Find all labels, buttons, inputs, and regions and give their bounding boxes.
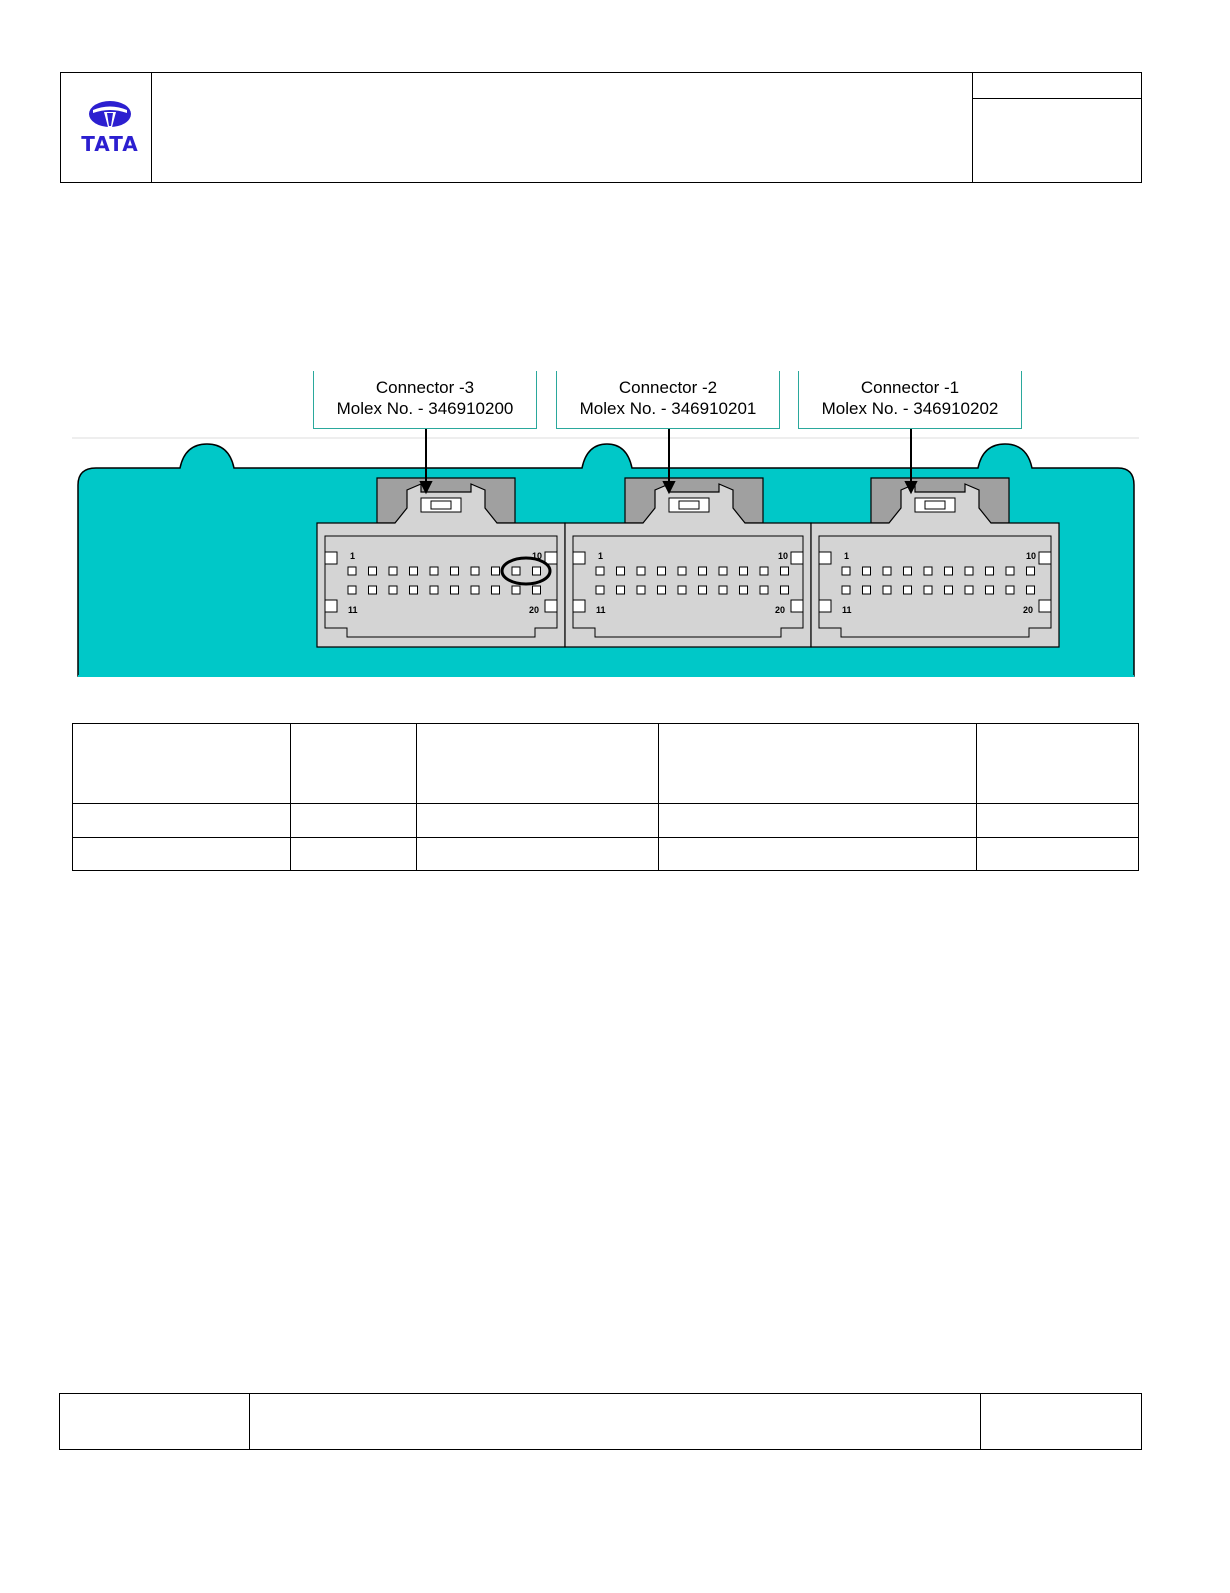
side-key — [791, 552, 803, 564]
table-header-row — [73, 724, 1139, 804]
side-key — [325, 552, 337, 564]
side-key — [791, 600, 803, 612]
pin-socket — [369, 586, 377, 594]
callout-part-number: Molex No. - 346910201 — [579, 399, 757, 418]
pin-socket — [740, 586, 748, 594]
callout-title: Connector -2 — [618, 378, 718, 397]
pin-label-start-row-1: 1 — [598, 551, 604, 561]
pin-socket — [1027, 567, 1035, 575]
pin-socket — [658, 567, 666, 575]
pin-label-start-row-2: 11 — [596, 605, 606, 615]
pin-socket — [678, 586, 686, 594]
latch-slot — [431, 501, 451, 509]
latch-slot — [679, 501, 699, 509]
table-cell — [977, 724, 1139, 804]
pin-socket — [719, 586, 727, 594]
pin-socket — [637, 567, 645, 575]
pin-socket — [410, 567, 418, 575]
table-cell — [290, 838, 416, 871]
pin-label-start-row-1: 1 — [844, 551, 850, 561]
pin-socket — [451, 586, 459, 594]
side-key — [545, 552, 557, 564]
table-cell — [290, 724, 416, 804]
pin-socket — [410, 586, 418, 594]
pin-socket — [760, 586, 768, 594]
pin-socket — [945, 567, 953, 575]
table-row — [73, 804, 1139, 838]
side-key — [573, 552, 585, 564]
pin-socket — [348, 586, 356, 594]
pin-socket — [863, 567, 871, 575]
pin-socket — [986, 586, 994, 594]
side-key — [819, 600, 831, 612]
connector-diagram — [0, 0, 1230, 700]
pin-label-start-row-2: 11 — [348, 605, 358, 615]
side-key — [325, 600, 337, 612]
pin-socket — [842, 586, 850, 594]
pin-label-end-row-2: 20 — [775, 605, 786, 615]
pin-socket — [430, 567, 438, 575]
table-cell — [659, 804, 977, 838]
pin-socket — [1027, 586, 1035, 594]
table-cell — [977, 838, 1139, 871]
pin-label-start-row-2: 11 — [842, 605, 852, 615]
pin-socket — [533, 567, 541, 575]
table-cell — [416, 838, 659, 871]
pin-socket — [781, 567, 789, 575]
pin-socket — [348, 567, 356, 575]
pin-socket — [389, 567, 397, 575]
pin-socket — [658, 586, 666, 594]
table-row — [73, 838, 1139, 871]
pin-label-start-row-1: 1 — [350, 551, 356, 561]
pin-socket — [471, 586, 479, 594]
pin-socket — [699, 586, 707, 594]
pin-socket — [430, 586, 438, 594]
pin-socket — [617, 567, 625, 575]
pin-socket — [617, 586, 625, 594]
pin-socket — [596, 586, 604, 594]
pin-socket — [863, 586, 871, 594]
table-cell — [73, 838, 291, 871]
pin-socket — [719, 567, 727, 575]
pin-socket — [596, 567, 604, 575]
tata-wordmark: TATA — [81, 132, 139, 156]
pin-socket — [781, 586, 789, 594]
pin-socket — [492, 586, 500, 594]
pin-socket — [699, 567, 707, 575]
latch-slot — [925, 501, 945, 509]
pin-socket — [924, 586, 932, 594]
pin-socket — [945, 586, 953, 594]
pin-label-end-row-1: 10 — [778, 551, 789, 561]
pin-socket — [904, 586, 912, 594]
table-cell — [416, 724, 659, 804]
pin-socket — [1006, 567, 1014, 575]
pin-label-end-row-1: 10 — [532, 551, 543, 561]
pin-socket — [471, 567, 479, 575]
footer-divider-right — [980, 1393, 981, 1450]
callout-title: Connector -1 — [860, 378, 960, 397]
pin-label-end-row-2: 20 — [529, 605, 540, 615]
pin-socket — [389, 586, 397, 594]
side-key — [573, 600, 585, 612]
pin-socket — [740, 567, 748, 575]
pin-socket — [904, 567, 912, 575]
pin-socket — [1006, 586, 1014, 594]
side-key — [545, 600, 557, 612]
pin-socket — [451, 567, 459, 575]
pin-socket — [883, 567, 891, 575]
table-cell — [416, 804, 659, 838]
side-key — [1039, 600, 1051, 612]
table-cell — [73, 804, 291, 838]
side-key — [819, 552, 831, 564]
pin-socket — [512, 567, 520, 575]
pin-label-end-row-2: 20 — [1023, 605, 1034, 615]
callout-part-number: Molex No. - 346910202 — [821, 399, 999, 418]
pin-socket — [533, 586, 541, 594]
pin-socket — [492, 567, 500, 575]
side-key — [1039, 552, 1051, 564]
table-cell — [977, 804, 1139, 838]
pin-socket — [637, 586, 645, 594]
pin-socket — [760, 567, 768, 575]
pin-socket — [369, 567, 377, 575]
pin-socket — [842, 567, 850, 575]
info-table — [72, 723, 1139, 871]
callout-part-number: Molex No. - 346910200 — [336, 399, 514, 418]
pin-socket — [965, 567, 973, 575]
pin-socket — [883, 586, 891, 594]
pin-socket — [965, 586, 973, 594]
callout-title: Connector -3 — [375, 378, 475, 397]
pin-socket — [986, 567, 994, 575]
pin-label-end-row-1: 10 — [1026, 551, 1037, 561]
table-cell — [290, 804, 416, 838]
footer-divider-left — [249, 1393, 250, 1450]
table-cell — [659, 838, 977, 871]
pin-socket — [512, 586, 520, 594]
pin-socket — [678, 567, 686, 575]
table-cell — [73, 724, 291, 804]
table-cell — [659, 724, 977, 804]
pin-socket — [924, 567, 932, 575]
